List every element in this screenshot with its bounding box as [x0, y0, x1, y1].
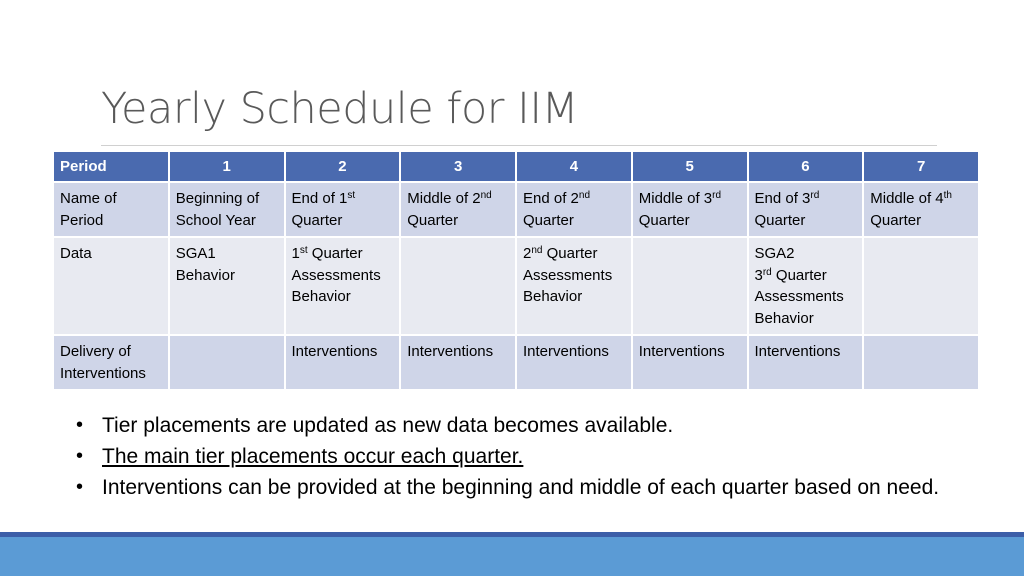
table-cell — [169, 237, 285, 335]
table-cell — [863, 182, 979, 237]
table-cell: Interventions — [400, 335, 516, 390]
cell-line: SGA2 — [754, 245, 795, 262]
table-cell — [863, 237, 979, 335]
cell-text-after: Quarter — [523, 211, 574, 229]
cell-text-after: Quarter — [870, 211, 922, 229]
slide-title: Yearly Schedule for IIM — [101, 84, 579, 134]
cell-ordinal: nd — [480, 190, 492, 201]
table-cell — [516, 182, 632, 237]
title-divider — [101, 145, 937, 146]
cell-text: End of 1 — [291, 190, 348, 207]
table-cell: Interventions — [748, 335, 864, 390]
cell-text: Beginning of School Year — [175, 190, 260, 229]
table-cell — [400, 182, 516, 237]
header-cell-2: 2 — [285, 151, 401, 182]
bullet-dot-icon: • — [76, 445, 84, 467]
table-cell — [285, 182, 401, 237]
table-row-data — [53, 237, 979, 335]
cell-line: Assessments — [291, 266, 381, 284]
table-cell — [632, 182, 748, 237]
table-cell — [400, 237, 516, 335]
cell-line: Behavior — [523, 288, 583, 305]
header-cell-6: 6 — [748, 151, 864, 182]
table-cell: Interventions — [632, 335, 748, 390]
cell-ordinal: st — [299, 245, 308, 256]
table-cell: Interventions — [516, 335, 632, 390]
cell-line: Behavior — [291, 288, 351, 305]
table-cell — [748, 182, 864, 237]
cell-text: Middle of 2 — [407, 190, 481, 207]
table-cell — [632, 237, 748, 335]
bullet-text: Interventions can be provided at the beginning and middle of each quarter based on need. — [102, 476, 940, 499]
table-cell — [863, 335, 979, 390]
header-cell-5: 5 — [632, 151, 748, 182]
cell-ordinal: rd — [762, 266, 772, 278]
header-cell-1: 1 — [169, 151, 285, 182]
cell-line: SGA1 — [175, 245, 216, 262]
cell-line: Behavior — [754, 309, 814, 327]
schedule-table — [52, 150, 980, 391]
table-cell — [169, 182, 285, 237]
header-cell-3: 3 — [400, 151, 516, 182]
bullet-text: Tier placements are updated as new data becomes available. — [102, 414, 674, 437]
bullet-item — [76, 441, 976, 472]
table-header-row — [53, 151, 979, 182]
cell-text: End of 2 — [523, 190, 579, 207]
header-cell-7: 7 — [863, 151, 979, 182]
table-cell — [516, 237, 632, 335]
table-row-name-of-period — [53, 182, 979, 237]
table-cell — [169, 335, 285, 390]
cell-text: Middle of 3 — [638, 190, 713, 207]
table-row-delivery — [53, 335, 979, 390]
bullet-item — [76, 472, 976, 503]
cell-line: Assessments — [754, 288, 844, 305]
cell-ordinal: rd — [810, 190, 820, 201]
table-cell — [285, 237, 401, 335]
cell-text: Middle of 4 — [870, 190, 944, 207]
cell-ordinal: nd — [531, 245, 543, 256]
row-label: Name of Period — [53, 182, 169, 237]
cell-text-after: Quarter — [291, 211, 343, 229]
cell-text: End of 3 — [754, 190, 811, 207]
table-cell — [748, 237, 864, 335]
cell-ordinal: nd — [578, 190, 591, 201]
cell-line: 2nd Quarter — [523, 245, 598, 262]
cell-text-after: Quarter — [754, 211, 806, 229]
cell-text-after: Quarter — [407, 211, 459, 229]
cell-line: 3rd Quarter — [754, 266, 827, 284]
header-cell-period: Period — [53, 151, 169, 182]
cell-line: Assessments — [523, 266, 613, 284]
bullet-dot-icon: • — [76, 476, 84, 498]
bullet-text: The main tier placements occur each quarter. — [102, 445, 524, 468]
bullet-dot-icon: • — [76, 414, 84, 436]
bullet-list — [76, 410, 976, 503]
bullet-item — [76, 410, 976, 441]
cell-ordinal: st — [347, 190, 356, 201]
cell-line: Behavior — [175, 266, 235, 284]
cell-text-after: Quarter — [638, 211, 690, 229]
footer-band — [0, 537, 1024, 576]
row-label: Delivery of Interventions — [53, 335, 169, 390]
cell-ordinal: rd — [712, 190, 722, 201]
row-label: Data — [53, 237, 169, 335]
table-cell: Interventions — [285, 335, 401, 390]
cell-line: 1st Quarter — [291, 245, 363, 262]
cell-ordinal: th — [943, 190, 952, 201]
header-cell-4: 4 — [516, 151, 632, 182]
